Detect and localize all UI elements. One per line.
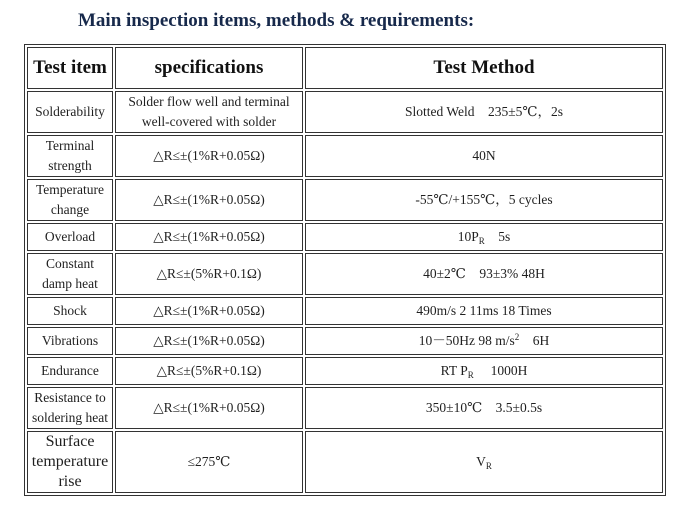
test-method-cell: -55℃/+155℃，5 cycles [305, 179, 663, 221]
test-method-cell: 350±10℃ 3.5±0.5s [305, 387, 663, 429]
column-header-specifications: specifications [115, 47, 303, 89]
table-row [27, 431, 663, 493]
specification-cell: △R≤±(5%R+0.1Ω) [115, 357, 303, 385]
test-method-cell [305, 223, 663, 251]
test-item-cell: Terminal strength [27, 135, 113, 177]
method-text: RT P [440, 362, 468, 378]
specification-cell: △R≤±(1%R+0.05Ω) [115, 135, 303, 177]
inspection-table [24, 44, 666, 496]
test-method-cell: Slotted Weld 235±5℃，2s [305, 91, 663, 133]
table-row [27, 179, 663, 221]
method-text: V [476, 453, 486, 469]
test-item-cell: Overload [27, 223, 113, 251]
page-title: Main inspection items, methods & requirements: [78, 10, 475, 31]
test-method-cell: 40±2℃ 93±3% 48H [305, 253, 663, 295]
method-text: 10P [457, 228, 479, 244]
table-row [27, 387, 663, 429]
table-row [27, 135, 663, 177]
test-item-cell: Endurance [27, 357, 113, 385]
test-item-cell: Solderability [27, 91, 113, 133]
column-header-test-item: Test item [27, 47, 113, 89]
specification-cell: △R≤±(1%R+0.05Ω) [115, 179, 303, 221]
column-header-test-method: Test Method [305, 47, 663, 89]
specification-cell: △R≤±(1%R+0.05Ω) [115, 327, 303, 355]
method-subscript: R [467, 369, 474, 380]
method-text: 10－50Hz 98 m/s [418, 332, 515, 348]
specification-cell: △R≤±(5%R+0.1Ω) [115, 253, 303, 295]
test-item-cell: Resistance to soldering heat [27, 387, 113, 429]
test-method-cell: 490m/s 2 11ms 18 Times [305, 297, 663, 325]
test-item-cell: Temperature change [27, 179, 113, 221]
test-method-cell [305, 431, 663, 493]
test-item-cell: Constant damp heat [27, 253, 113, 295]
table-row [27, 357, 663, 385]
method-subscript: R [478, 235, 485, 246]
test-item-cell: Surface temperature rise [27, 431, 113, 493]
test-method-cell [305, 357, 663, 385]
method-superscript: 2 [514, 331, 520, 342]
test-method-cell [305, 327, 663, 355]
table-header-row [27, 47, 663, 89]
specification-cell: △R≤±(1%R+0.05Ω) [115, 297, 303, 325]
method-subscript: R [485, 460, 492, 471]
table-row [27, 327, 663, 355]
specification-cell: △R≤±(1%R+0.05Ω) [115, 223, 303, 251]
specification-cell: Solder flow well and terminal well-covered with solder [115, 91, 303, 133]
table-row [27, 223, 663, 251]
test-item-cell: Vibrations [27, 327, 113, 355]
test-item-cell: Shock [27, 297, 113, 325]
method-text-suffix: 6H [519, 332, 550, 348]
specification-cell: ≤275℃ [115, 431, 303, 493]
method-text-suffix: 5s [484, 228, 511, 244]
specification-cell: △R≤±(1%R+0.05Ω) [115, 387, 303, 429]
table-row [27, 297, 663, 325]
method-text-suffix: 1000H [473, 362, 528, 378]
table-row [27, 253, 663, 295]
test-method-cell: 40N [305, 135, 663, 177]
table-row [27, 91, 663, 133]
